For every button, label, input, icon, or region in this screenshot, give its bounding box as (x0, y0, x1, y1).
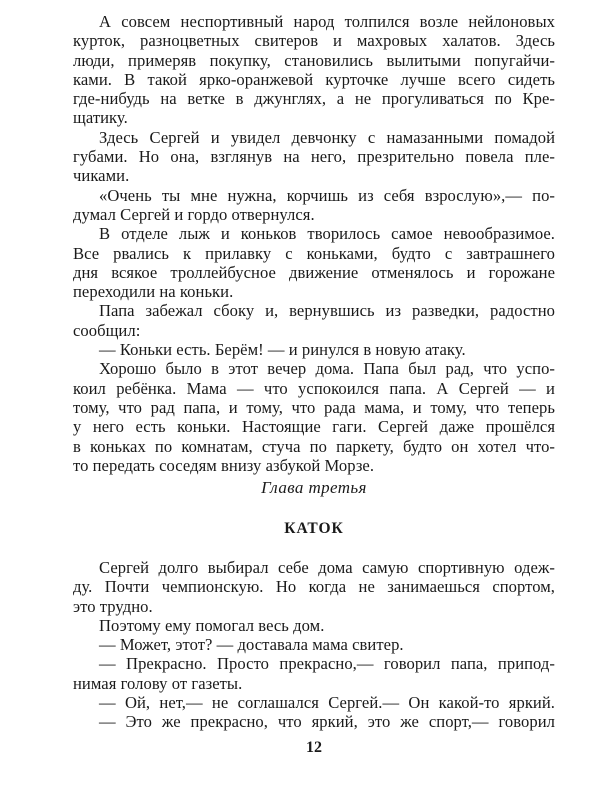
text-line: Хорошо было в этот вечер дома. Папа был рад, что успо- (99, 359, 555, 379)
page-number: 12 (306, 739, 322, 756)
text-line: нимая голову от газеты. (73, 673, 243, 693)
text-line: чиками. (73, 166, 130, 186)
text-line: губами. Но она, взглянув на него, презрительно повела пле- (73, 147, 555, 167)
text-line: дня всякое троллейбусное движение отменялось и горожане (73, 262, 555, 282)
text-line: ками. В такой ярко-оранжевой курточке лучше всего сидеть (73, 69, 555, 89)
text-line: то передать соседям внизу азбукой Морзе. (73, 455, 375, 475)
text-line: в коньках по комнатам, стуча по паркету, будто он хотел что- (73, 436, 555, 456)
text-line: — Ой, нет,— не соглашался Сергей.— Он какой-то яркий. (99, 693, 555, 713)
text-line: сообщил: (73, 320, 141, 340)
text-line: — Может, этот? — доставала мама свитер. (99, 635, 404, 655)
text-line: люди, примеряв покупку, становились вылитыми попугайчи- (73, 50, 555, 70)
text-line: — Коньки есть. Берём! — и ринулся в новую атаку. (99, 340, 466, 360)
text-line: Сергей долго выбирал себе дома самую спортивную одеж- (99, 558, 555, 577)
text-line: курток, разноцветных свитеров и махровых халатов. Здесь (73, 31, 555, 51)
text-line: переходили на коньки. (73, 282, 234, 302)
text-line: Поэтому ему помогал весь дом. (99, 615, 325, 635)
text-line: коил ребёнка. Мама — что успокоился папа. А Сергей — и (73, 378, 555, 398)
text-line: это трудно. (73, 596, 153, 616)
text-line: В отделе лыж и коньков творилось самое невообразимое. (99, 224, 555, 244)
text-line: щатику. (73, 108, 128, 128)
text-line: ду. Почти чемпионскую. Но когда не занимаешься спортом, (73, 577, 555, 597)
text-line: где-нибудь на ветке в джунглях, а не прогуливаться по Кре- (73, 89, 555, 109)
text-section-1 (73, 12, 555, 475)
text-section-2 (73, 558, 555, 732)
book-page (73, 12, 555, 756)
text-line: — Это же прекрасно, что яркий, это же спорт,— говорил (99, 712, 555, 732)
text-line: у него есть коньки. Настоящие гаги. Сергей даже прошёлся (73, 417, 555, 437)
text-line: «Очень ты мне нужна, корчишь из себя взрослую»,— по- (99, 185, 555, 205)
text-line: Здесь Сергей и увидел девчонку с намазанными помадой (99, 127, 555, 147)
text-line: тому, что рад папа, и тому, что рада мама, и тому, что теперь (73, 397, 555, 417)
text-line: Папа забежал сбоку и, вернувшись из разведки, радостно (99, 301, 555, 321)
text-line: Все рвались к прилавку с коньками, будто с завтрашнего (73, 243, 555, 263)
chapter-label: Глава третья (261, 478, 367, 497)
text-line: А совсем неспортивный народ толпился возле нейлоновых (99, 12, 555, 31)
text-line: — Прекрасно. Просто прекрасно,— говорил папа, припод- (99, 654, 555, 674)
text-line: думал Сергей и гордо отвернулся. (73, 204, 315, 224)
chapter-title: КАТОК (284, 520, 344, 537)
